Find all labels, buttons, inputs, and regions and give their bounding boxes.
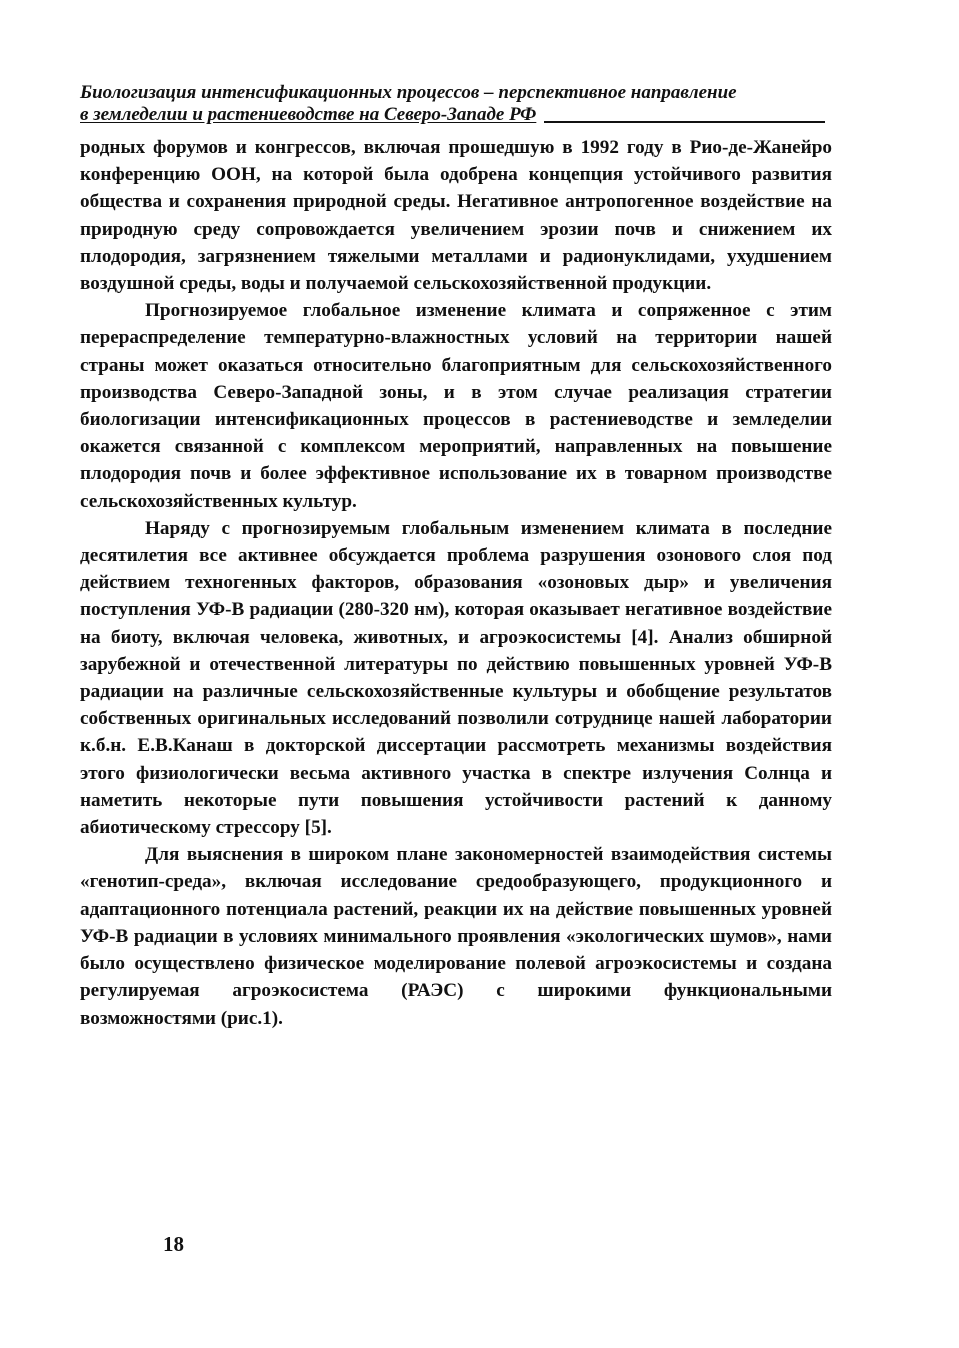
- running-header: [80, 82, 825, 126]
- running-header-line-2: в земледелии и растениеводстве на Северо-Западе РФ: [80, 104, 537, 125]
- body-text: [80, 134, 832, 1032]
- running-header-rule: [544, 121, 825, 123]
- running-header-line-2-wrap: [80, 104, 825, 126]
- page-number: 18: [163, 1232, 184, 1256]
- running-header-line-1: Биологизация интенсификационных процессов – перспективное направление: [80, 82, 737, 103]
- paragraph-3: Наряду с прогнозируемым глобальным изменением климата в последние десятилетия все активнее обсуждается проблема разрушения озонового слоя под действием техногенных факторов, образования «озоновых дыр» и увеличения поступления УФ-В радиации (280-320 нм), которая оказывает негативное воздействие на биоту, включая человека, животных, и агроэкосистемы [4]. Анализ обширной зарубежной и отечественной литературы по действию повышенных уровней УФ-В радиации на различные сельскохозяйственные культуры и обобщение результатов собственных оригинальных исследований позволили сотруднице нашей лаборатории к.б.н. Е.В.Канаш в докторской диссертации рассмотреть механизмы воздействия этого физиологически весьма активного участка в спектре излучения Солнца и наметить некоторые пути повышения устойчивости растений к данному абиотическому стрессору [5].: [80, 517, 832, 839]
- paragraph-2: Прогнозируемое глобальное изменение климата и сопряженное с этим перераспределение температурно-влажностных условий на территории нашей страны может оказаться относительно благоприятным для сельскохозяйственного производства Северо-Западной зоны, и в этом случае реализация стратегии биологизации интенсификационных процессов в растениеводстве и земледелии окажется связанной с комплексом мероприятий, направленных на повышение плодородия почв и более эффективное использование их в товарном производстве сельскохозяйственных культур.: [80, 300, 832, 512]
- paragraph-4: Для выяснения в широком плане закономерностей взаимодействия системы «генотип-среда», включая исследование средообразующего, продукционного и адаптационного потенциала растений, реакции их на действие повышенных уровней УФ-В радиации в условиях минимального проявления «экологических шумов», нами было осуществлено физическое моделирование полевой агроэкосистемы и создана регулируемая агроэкосистема (РАЭС) с широкими функциональными возможностями (рис.1).: [80, 844, 832, 1029]
- paragraph-1: родных форумов и конгрессов, включая прошедшую в 1992 году в Рио-де-Жанейро конференцию ООН, на которой была одобрена концепция устойчивого развития общества и сохранения природной среды. Негативное антропогенное воздействие на природную среду сопровождается увеличением эрозии почв и снижением их плодородия, загрязнением тяжелыми металлами и радионуклидами, ухудшением воздушной среды, воды и получаемой сельскохозяйственной продукции.: [80, 137, 832, 295]
